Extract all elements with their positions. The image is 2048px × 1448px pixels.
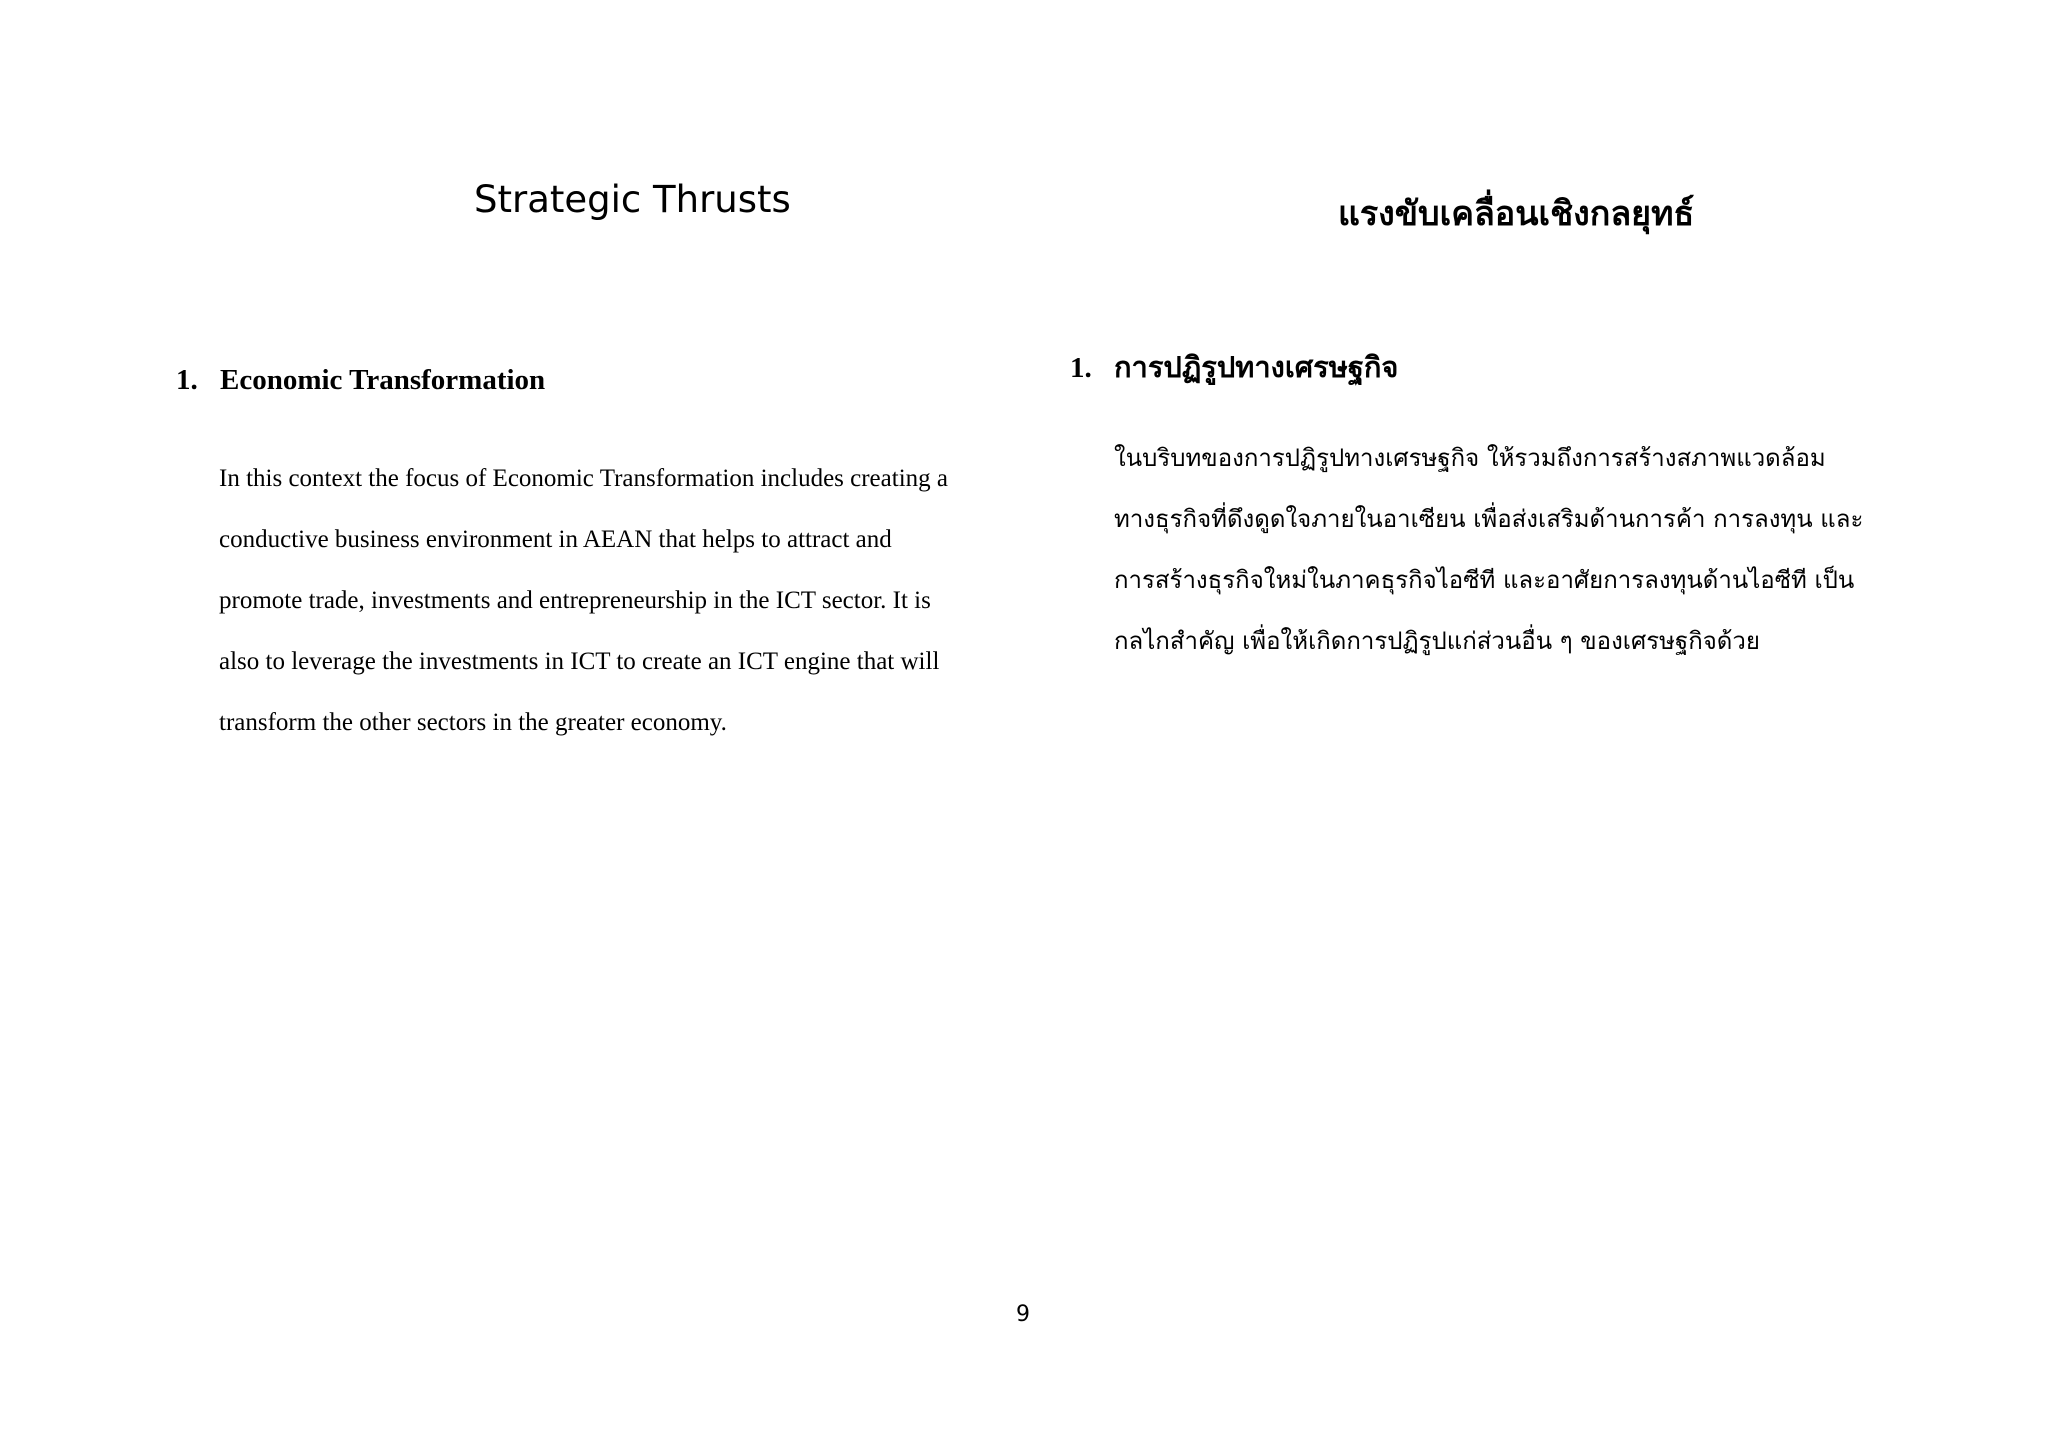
- section-heading-text: Economic Transformation: [220, 364, 546, 396]
- paragraph-line: also to leverage the investments in ICT to create an ICT engine that will: [219, 648, 940, 675]
- paragraph-line: In this context the focus of Economic Transformation includes creating a: [219, 465, 948, 492]
- section-heading-text: การปฏิรูปทางเศรษฐกิจ: [1114, 352, 1399, 384]
- page-title-english: Strategic Thrusts: [474, 178, 791, 221]
- section-heading-english: [176, 364, 545, 397]
- paragraph-english: [219, 448, 1009, 753]
- paragraph-line: promote trade, investments and entrepreneurship in the ICT sector. It is: [219, 587, 931, 614]
- paragraph-line: กลไกสำคัญ เพื่อให้เกิดการปฏิรูปแก่ส่วนอื่น ๆ ของเศรษฐกิจด้วย: [1114, 627, 1760, 655]
- section-heading-thai: [1070, 344, 1398, 390]
- paragraph-thai: [1114, 428, 1914, 672]
- page-title-thai: แรงขับเคลื่อนเชิงกลยุทธ์: [1338, 194, 1695, 234]
- thai-column: [1024, 0, 2048, 1448]
- page-number: 9: [1016, 1302, 1030, 1327]
- paragraph-line: transform the other sectors in the greater economy.: [219, 709, 727, 736]
- paragraph-line: conductive business environment in AEAN that helps to attract and: [219, 526, 892, 553]
- section-number: 1.: [1070, 352, 1092, 384]
- section-number: 1.: [176, 364, 198, 396]
- paragraph-line: ในบริบทของการปฏิรูปทางเศรษฐกิจ ให้รวมถึงการสร้างสภาพแวดล้อม: [1114, 444, 1826, 472]
- paragraph-line: การสร้างธุรกิจใหม่ในภาคธุรกิจไอซีที และอาศัยการลงทุนด้านไอซีที เป็น: [1114, 566, 1855, 594]
- paragraph-line: ทางธุรกิจที่ดึงดูดใจภายในอาเซียน เพื่อส่งเสริมด้านการค้า การลงทุน และ: [1114, 505, 1864, 533]
